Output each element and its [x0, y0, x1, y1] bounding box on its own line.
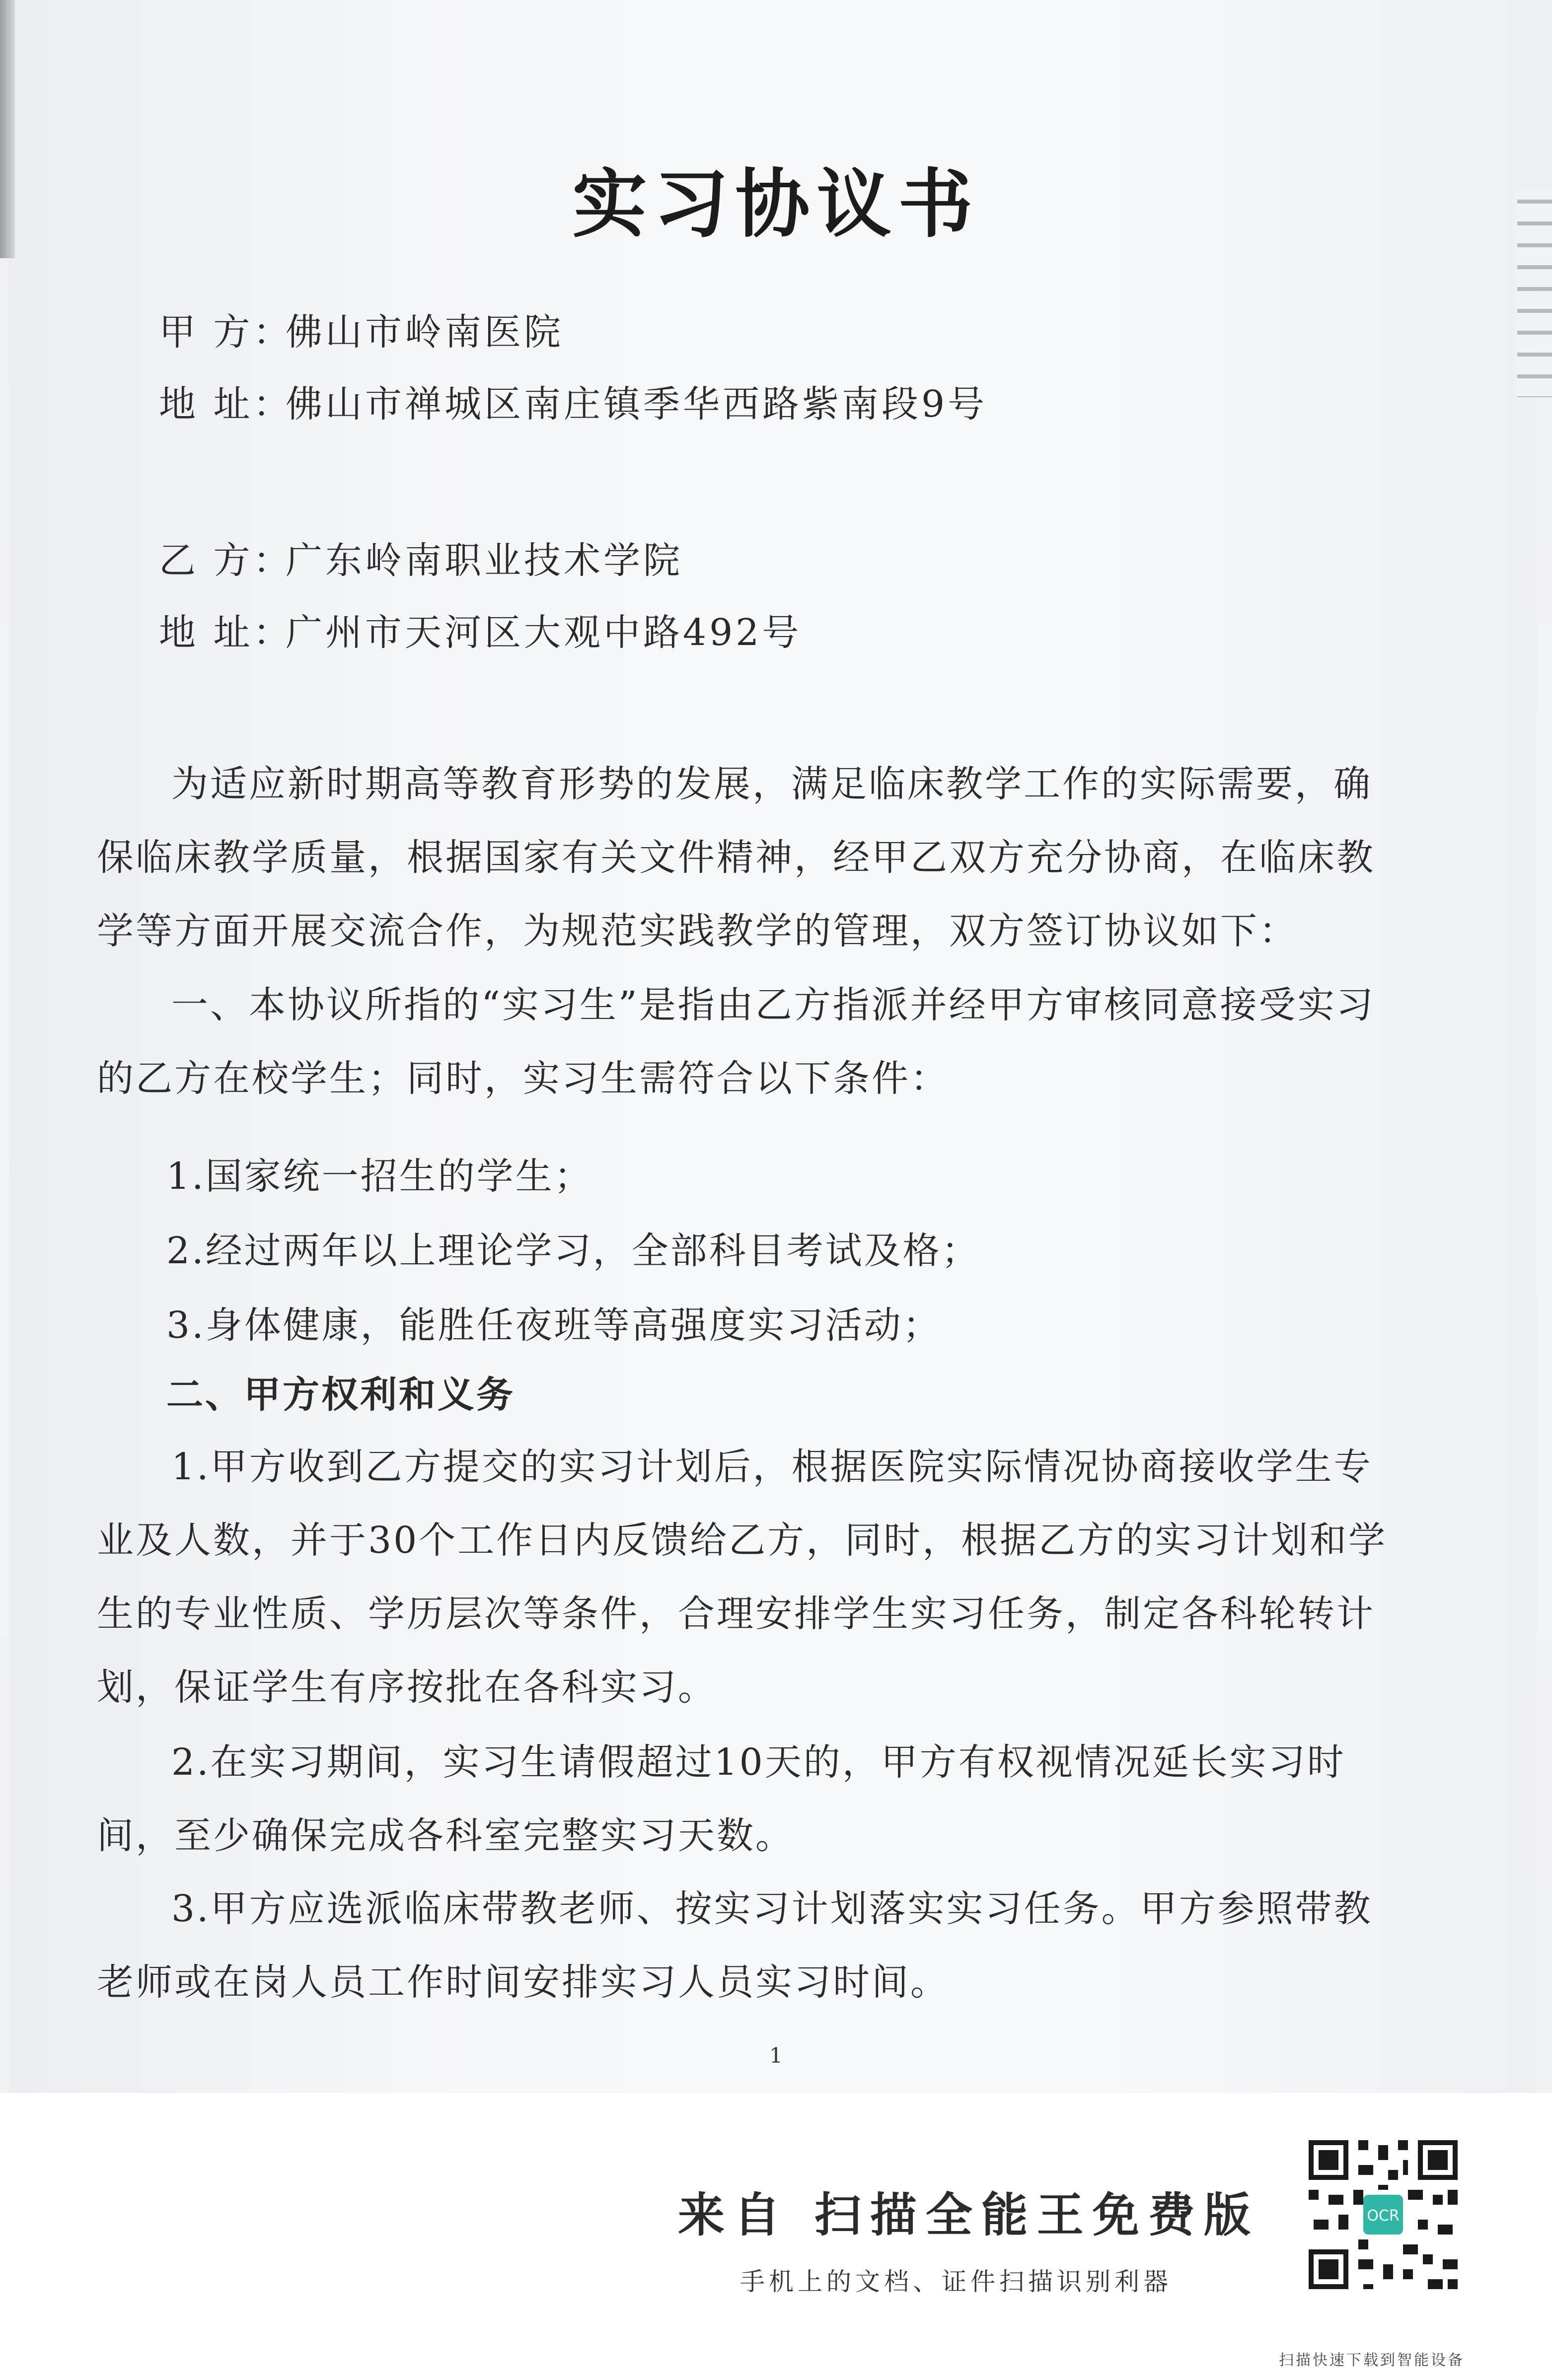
- clause3-paragraph: [97, 1872, 1388, 2019]
- watermark-brand: 来自 扫描全能王免费版: [678, 2188, 1259, 2242]
- address-b-value: 广州市天河区大观中路492号: [286, 611, 802, 654]
- party-a-line: [159, 303, 564, 356]
- address-b-line: [159, 603, 802, 656]
- party-a-label: 甲 方：: [159, 311, 293, 354]
- section2-heading: 二、甲方权利和义务: [166, 1373, 515, 1416]
- qr-caption: 扫描快速下载到智能设备: [1279, 2352, 1465, 2369]
- page-number: 1: [769, 2043, 783, 2068]
- address-a-value: 佛山市禅城区南庄镇季华西路紫南段9号: [286, 383, 988, 426]
- address-b-label: 地 址：: [159, 611, 293, 654]
- address-a-label: 地 址：: [159, 383, 293, 426]
- document-title: 实习协议书: [572, 161, 980, 248]
- qr-badge-text: OCR: [1367, 2207, 1400, 2225]
- condition-item: 1.国家统一招生的学生；: [166, 1155, 593, 1198]
- clause3-text: 3.甲方应选派临床带教老师、按实习计划落实实习任务。甲方参照带教老师或在岗人员工作时间安排实习人员实习时间。: [97, 1887, 1373, 2004]
- condition-item: 2.经过两年以上理论学习，全部科目考试及格；: [166, 1229, 980, 1272]
- clause1-text: 1.甲方收到乙方提交的实习计划后，根据医院实际情况协商接收学生专业及人数，并于30个工作日内反馈给乙方，同时，根据乙方的实习计划和学生的专业性质、学历层次等条件，合理安排学生实习任务，制定各科轮转计划，保证学生有序按批在各科实习。: [97, 1445, 1388, 1709]
- intro-paragraph: [97, 747, 1388, 968]
- section1-paragraph: [97, 968, 1388, 1115]
- intro-text: 为适应新时期高等教育形势的发展，满足临床教学工作的实际需要，确保临床教学质量，根据国家有关文件精神，经甲乙双方充分协商，在临床教学等方面开展交流合作，为规范实践教学的管理，双方签订协议如下：: [97, 763, 1375, 952]
- clause2-paragraph: [97, 1726, 1388, 1873]
- watermark-tagline: 手机上的文档、证件扫描识别利器: [740, 2267, 1172, 2296]
- party-b-label: 乙 方：: [159, 539, 293, 582]
- address-a-line: [159, 375, 987, 428]
- party-b-line: [159, 531, 683, 584]
- clause2-text: 2.在实习期间，实习生请假超过10天的，甲方有权视情况延长实习时间，至少确保完成各科室完整实习天数。: [97, 1741, 1346, 1857]
- clause1-paragraph: [97, 1430, 1388, 1724]
- section1-text: 一、本协议所指的“实习生”是指由乙方指派并经甲方审核同意接受实习的乙方在校学生；同时，实习生需符合以下条件：: [97, 984, 1375, 1100]
- condition-item: 3.身体健康，能胜任夜班等高强度实习活动；: [166, 1304, 942, 1347]
- party-b-value: 广东岭南职业技术学院: [286, 539, 683, 582]
- qr-code[interactable]: [1299, 2130, 1468, 2299]
- party-a-value: 佛山市岭南医院: [286, 311, 564, 354]
